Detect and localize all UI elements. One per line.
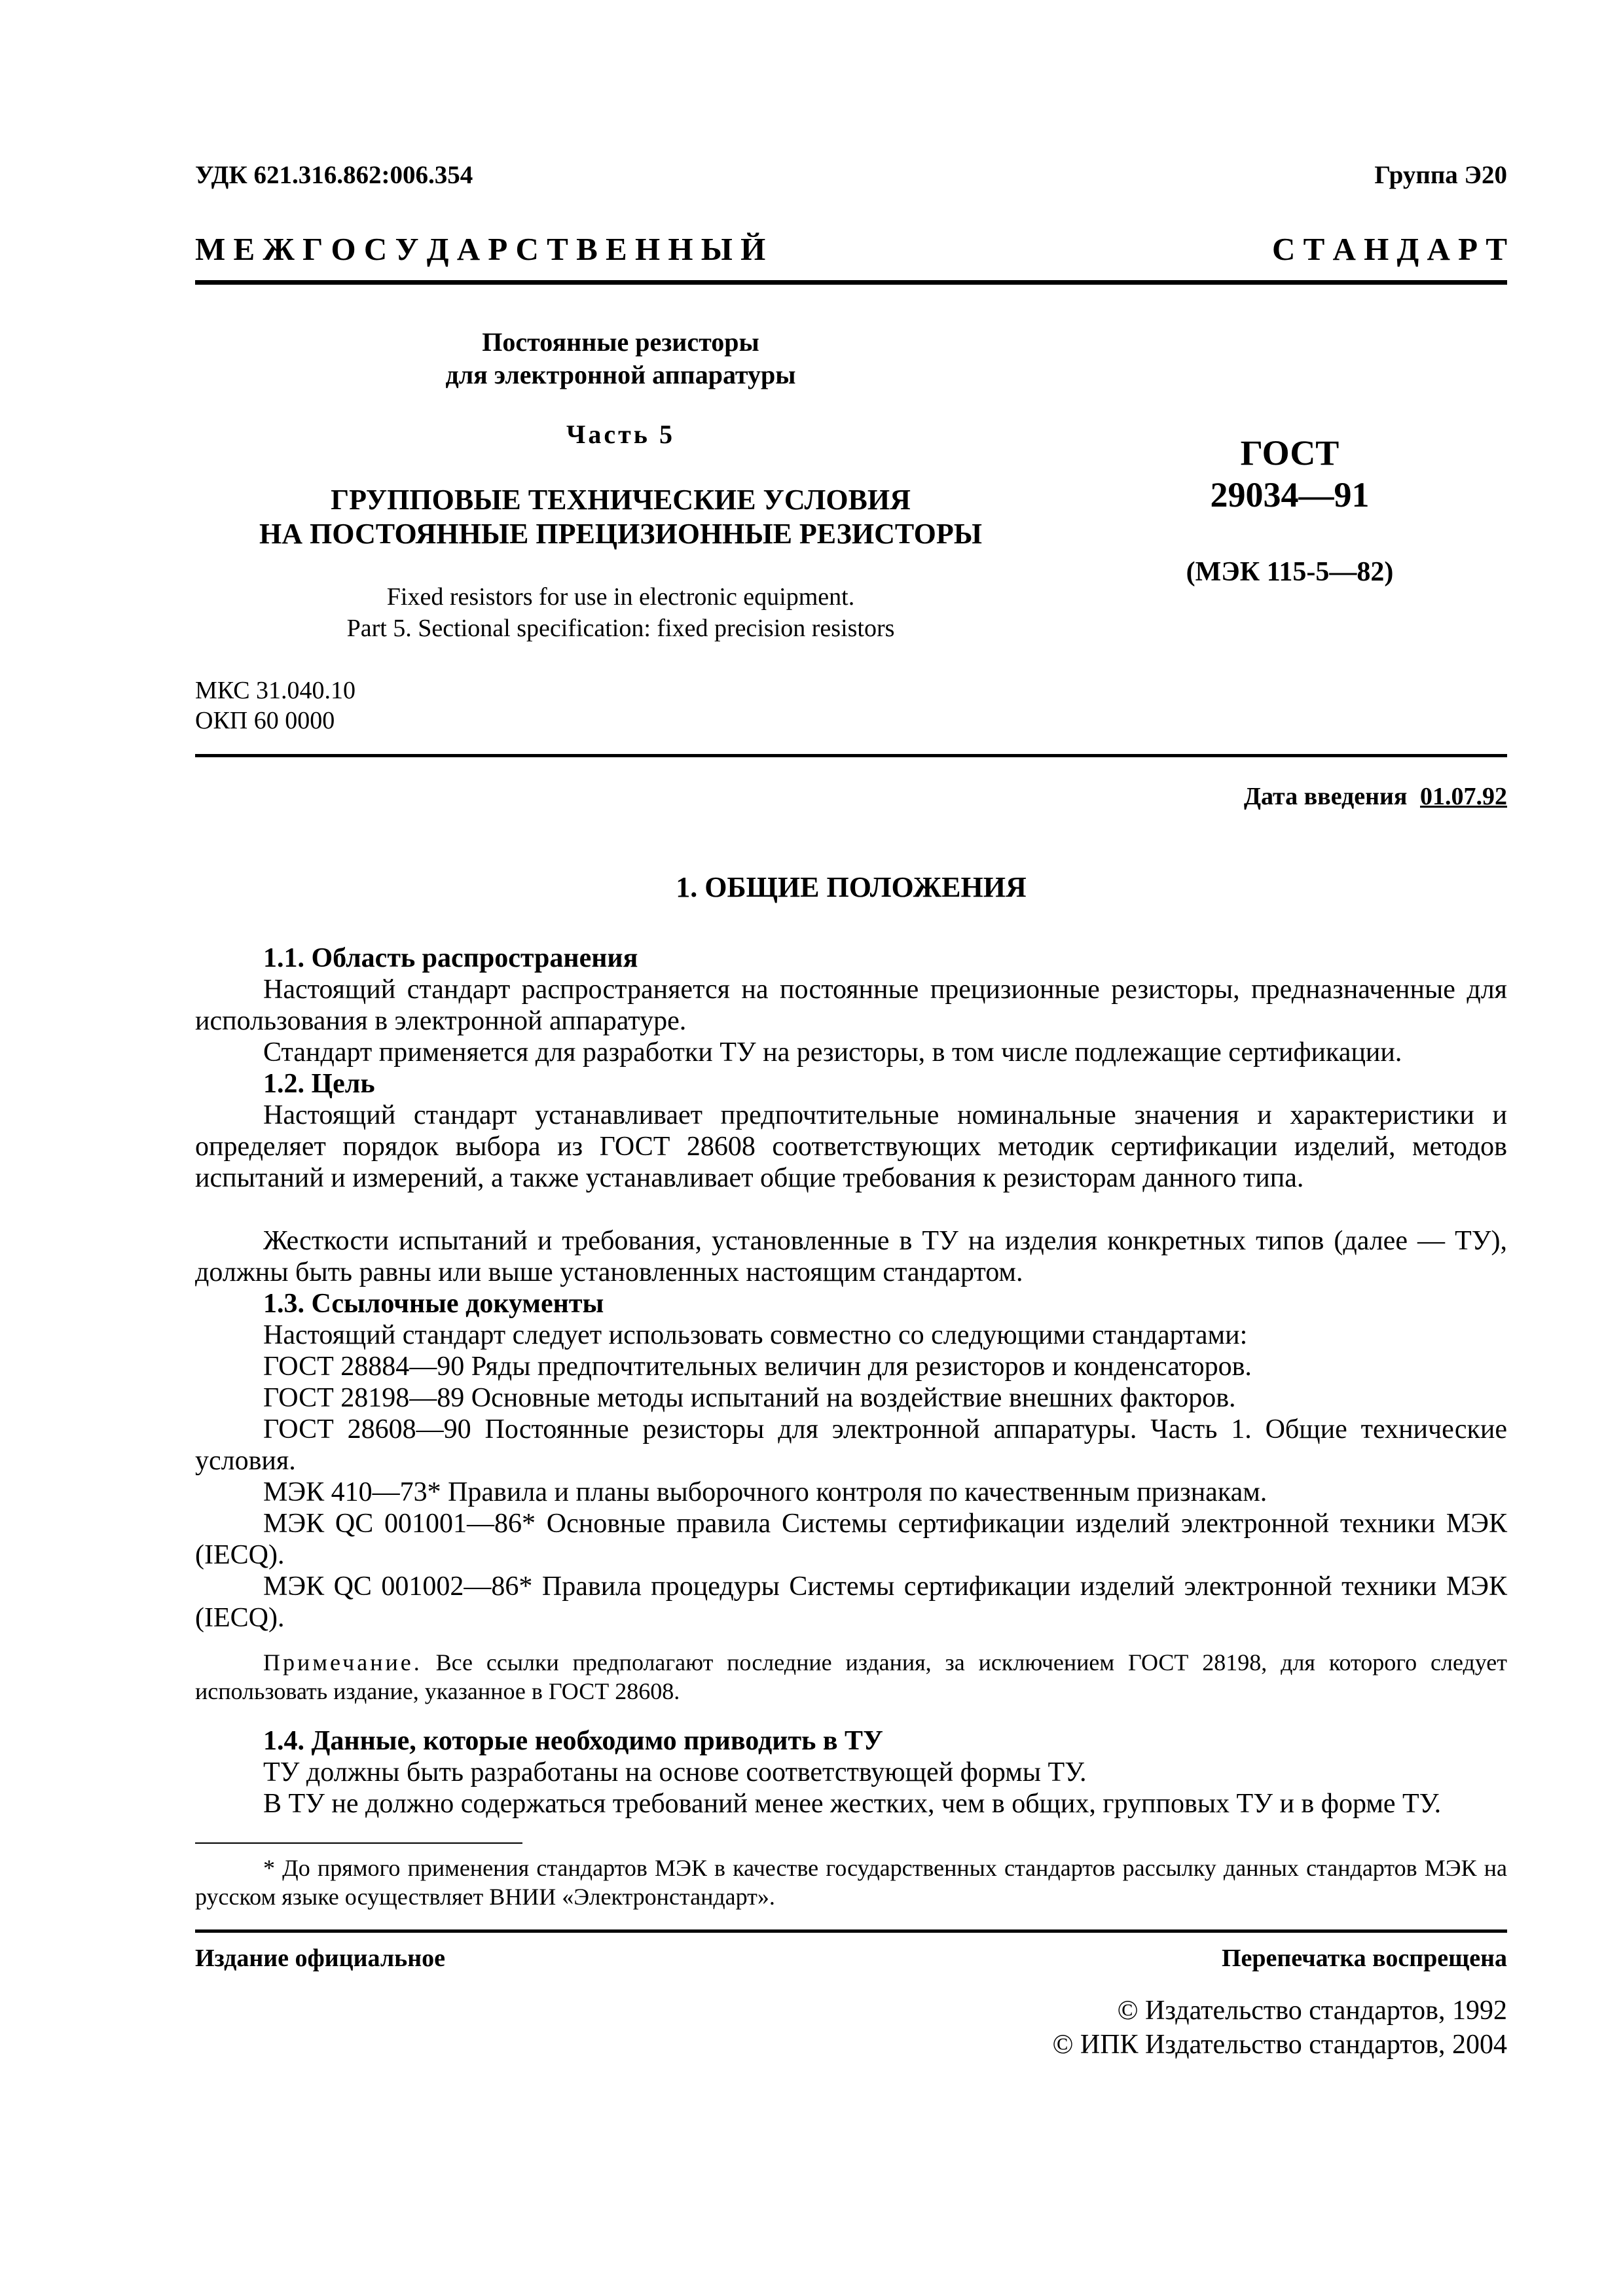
standard-banner: [195, 230, 1507, 268]
reference-item: ГОСТ 28884—90 Ряды предпочтительных величин для резисторов и конденсаторов.: [263, 1352, 1252, 1382]
classification-codes: [195, 675, 356, 736]
footnote-rule: [195, 1842, 522, 1844]
date-label: Дата введения: [1243, 783, 1408, 810]
footnote: * До прямого применения стандартов МЭК в качестве государственных стандартов рассылку данных стандартов МЭК на русском языке осуществляет ВНИИ «Электронстандарт».: [195, 1855, 1507, 1910]
paragraph-1-3-intro: Настоящий стандарт следует использовать совместно со следующими стандартами:: [263, 1320, 1248, 1350]
title-rule: [195, 754, 1507, 757]
copyright-line-1: © Издательство стандартов, 1992: [1117, 1996, 1507, 2026]
reference-item: МЭК 410—73* Правила и планы выборочного контроля по качественным признакам.: [263, 1477, 1267, 1507]
okp-code: ОКП 60 0000: [195, 707, 335, 734]
title-line-1: Постоянные резисторы: [482, 327, 759, 357]
part-label: Часть 5: [566, 420, 675, 449]
banner-right: С Т А Н Д А Р Т: [1271, 231, 1507, 267]
subtitle-line-1: ГРУППОВЫЕ ТЕХНИЧЕСКИЕ УСЛОВИЯ: [331, 484, 911, 516]
subsection-1-2-title: 1.2. Цель: [263, 1069, 375, 1099]
paragraph-1-1-1: Настоящий стандарт распространяется на постоянные прецизионные резисторы, предназначенные для использования в электронной аппаратуре.: [195, 975, 1507, 1036]
header-rule: [195, 280, 1507, 285]
document-title: [195, 326, 1046, 391]
reference-item: ГОСТ 28198—89 Основные методы испытаний на воздействие внешних факторов.: [263, 1383, 1236, 1413]
paragraph-1-2-1: Настоящий стандарт устанавливает предпочтительные номинальные значения и характеристики и определяет порядок выбора из ГОСТ 28608 соответствующих методик сертификации изделий, методов испытаний и измерений, а также устанавливает общие требования к резисторам данного типа.: [195, 1100, 1507, 1193]
subtitle-line-2: НА ПОСТОЯННЫЕ ПРЕЦИЗИОННЫЕ РЕЗИСТОРЫ: [259, 518, 982, 550]
paragraph-1-2-2: Жесткости испытаний и требования, установленные в ТУ на изделия конкретных типов (далее — ТУ), должны быть равны или выше установленных настоящим стандартом.: [195, 1226, 1507, 1287]
title-line-2: для электронной аппаратуры: [445, 360, 796, 389]
introduction-date: [1244, 782, 1507, 811]
document-subtitle: [195, 483, 1046, 551]
reprint-prohibited: Перепечатка воспрещена: [1221, 1945, 1507, 1972]
note: [195, 1648, 1507, 1706]
group-code: Группа Э20: [1374, 161, 1507, 189]
paragraph-1-4-1: ТУ должны быть разработаны на основе соответствующей формы ТУ.: [263, 1757, 1087, 1787]
note-text: Все ссылки предполагают последние издания, за исключением ГОСТ 28198, для которого следует использовать издание, указанное в ГОСТ 28608.: [195, 1649, 1507, 1704]
reference-item: ГОСТ 28608—90 Постоянные резисторы для электронной аппаратуры. Часть 1. Общие технические условия.: [195, 1414, 1507, 1476]
gost-label: ГОСТ: [1240, 433, 1340, 473]
english-line-2: Part 5. Sectional specification: fixed precision resistors: [346, 615, 895, 642]
banner-left: М Е Ж Г О С У Д А Р С Т В Е Н Н Ы Й: [195, 231, 766, 267]
english-title: [195, 581, 1046, 644]
reference-item: МЭК QC 001002—86* Правила процедуры Системы сертификации изделий электронной техники МЭК (IECQ).: [195, 1571, 1507, 1633]
english-line-1: Fixed resistors for use in electronic equipment.: [386, 583, 855, 611]
footer-rule: [195, 1929, 1507, 1933]
note-label: Примечание.: [263, 1649, 422, 1676]
subsection-1-1-title: 1.1. Область распространения: [263, 943, 638, 973]
reference-item: МЭК QC 001001—86* Основные правила Системы сертификации изделий электронной техники МЭК (IECQ).: [195, 1509, 1507, 1570]
gost-designation: [1106, 432, 1473, 516]
subsection-1-4-title: 1.4. Данные, которые необходимо приводить в ТУ: [263, 1726, 883, 1756]
udk-code: УДК 621.316.862:006.354: [195, 161, 473, 189]
gost-number: 29034—91: [1210, 475, 1370, 514]
copyright-line-2: © ИПК Издательство стандартов, 2004: [1052, 2030, 1507, 2060]
section-heading: 1. ОБЩИЕ ПОЛОЖЕНИЯ: [676, 871, 1027, 903]
paragraph-1-4-2: В ТУ не должно содержаться требований менее жестких, чем в общих, групповых ТУ и в форме ТУ.: [263, 1789, 1442, 1819]
date-value: 01.07.92: [1420, 783, 1507, 810]
subsection-1-3-title: 1.3. Ссылочные документы: [263, 1289, 604, 1319]
paragraph-1-1-2: Стандарт применяется для разработки ТУ на резисторы, в том числе подлежащие сертификации.: [263, 1037, 1402, 1067]
iec-reference: (МЭК 115-5—82): [1186, 557, 1394, 587]
copyright-block: [1052, 1994, 1507, 2062]
mks-code: МКС 31.040.10: [195, 677, 356, 704]
official-edition: Издание официальное: [195, 1945, 446, 1972]
